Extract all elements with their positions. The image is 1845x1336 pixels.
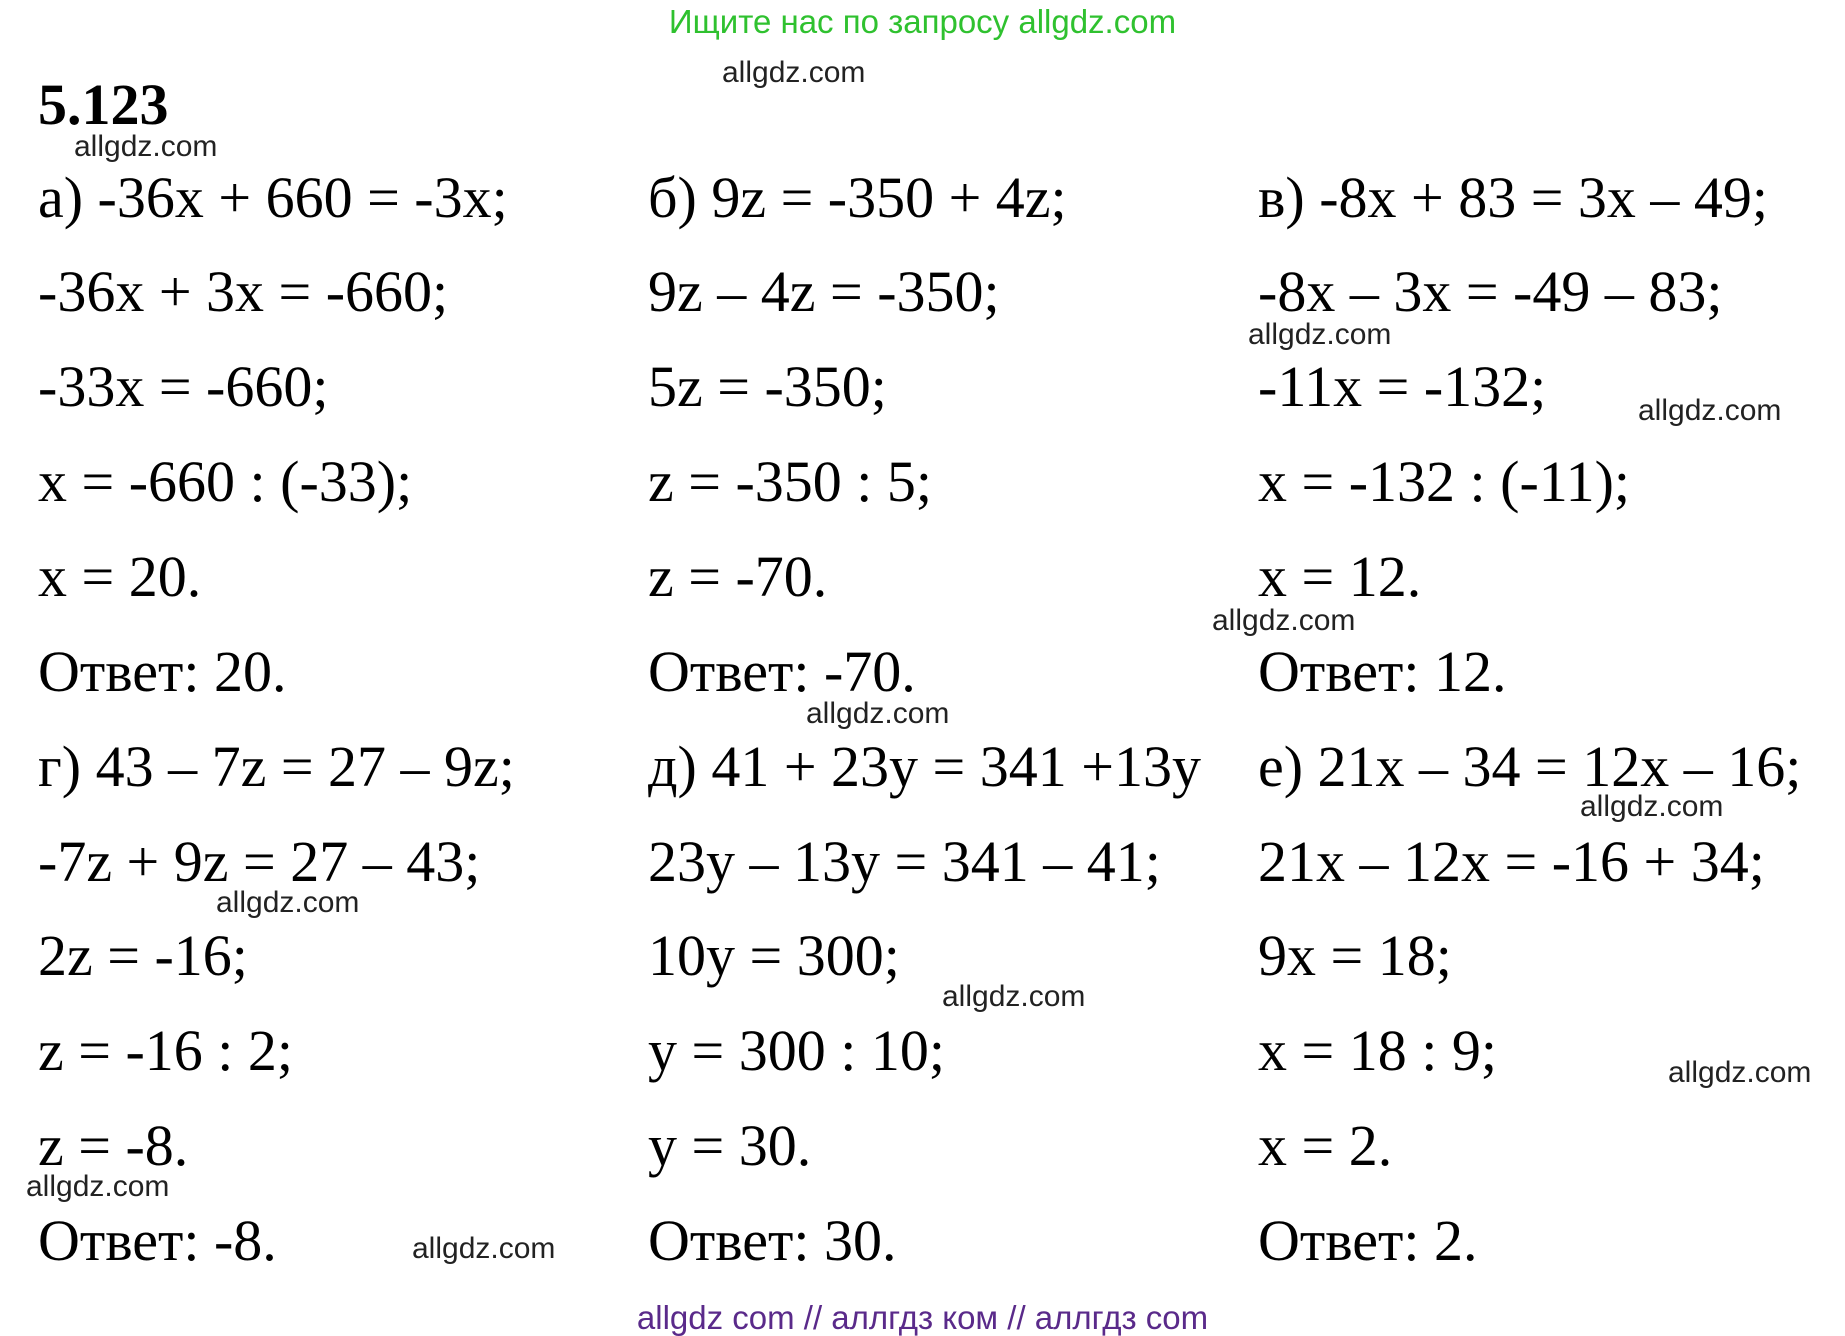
- solution-line: в) -8x + 83 = 3x – 49;: [1258, 165, 1769, 230]
- watermark: allgdz.com: [1638, 394, 1782, 427]
- solution-line: x = -132 : (-11);: [1258, 449, 1631, 514]
- solution-line: z = -350 : 5;: [648, 449, 932, 514]
- solution-line: -33x = -660;: [38, 354, 329, 419]
- watermark: allgdz.com: [1212, 604, 1356, 637]
- footer-links: allgdz com // аллгдз ком // аллгдз com: [636, 1299, 1209, 1336]
- solution-line: x = 18 : 9;: [1258, 1018, 1497, 1083]
- solution-line: x = -660 : (-33);: [38, 449, 413, 514]
- solution-line: а) -36x + 660 = -3x;: [38, 165, 508, 230]
- answer-line: Ответ: 30.: [648, 1208, 897, 1273]
- solution-line: 9z – 4z = -350;: [648, 259, 1000, 324]
- solution-line: 2z = -16;: [38, 923, 248, 988]
- solution-line: y = 30.: [648, 1113, 812, 1178]
- solution-line: 9x = 18;: [1258, 923, 1452, 988]
- watermark: allgdz.com: [942, 980, 1086, 1013]
- solution-line: 5z = -350;: [648, 354, 887, 419]
- solution-line: -36x + 3x = -660;: [38, 259, 449, 324]
- watermark: allgdz.com: [216, 886, 360, 919]
- problem-number: 5.123: [38, 72, 169, 137]
- answer-line: Ответ: -70.: [648, 639, 916, 704]
- solution-line: -8x – 3x = -49 – 83;: [1258, 259, 1723, 324]
- solution-line: -7z + 9z = 27 – 43;: [38, 829, 481, 894]
- solution-line: б) 9z = -350 + 4z;: [648, 165, 1067, 230]
- watermark: allgdz.com: [412, 1232, 556, 1265]
- solution-line: 10y = 300;: [648, 923, 900, 988]
- solution-line: x = 2.: [1258, 1113, 1393, 1178]
- watermark: allgdz.com: [806, 697, 950, 730]
- watermark: allgdz.com: [722, 56, 866, 89]
- solution-line: x = 20.: [38, 544, 202, 609]
- solution-line: г) 43 – 7z = 27 – 9z;: [38, 734, 515, 799]
- answer-line: Ответ: 20.: [38, 639, 287, 704]
- solution-line: д) 41 + 23y = 341 +13y: [648, 734, 1201, 799]
- solution-line: 21x – 12x = -16 + 34;: [1258, 829, 1765, 894]
- watermark: allgdz.com: [1248, 318, 1392, 351]
- watermark: allgdz.com: [1580, 790, 1724, 823]
- solution-line: x = 12.: [1258, 544, 1422, 609]
- watermark: allgdz.com: [26, 1170, 170, 1203]
- solution-line: 23y – 13y = 341 – 41;: [648, 829, 1161, 894]
- watermark: allgdz.com: [1668, 1056, 1812, 1089]
- solution-line: y = 300 : 10;: [648, 1018, 945, 1083]
- answer-line: Ответ: 12.: [1258, 639, 1507, 704]
- solution-line: z = -70.: [648, 544, 828, 609]
- solution-line: z = -8.: [38, 1113, 189, 1178]
- watermark: allgdz.com: [74, 130, 218, 163]
- answer-line: Ответ: -8.: [38, 1208, 277, 1273]
- answer-line: Ответ: 2.: [1258, 1208, 1478, 1273]
- solution-line: -11x = -132;: [1258, 354, 1547, 419]
- promo-banner: Ищите нас по запросу allgdz.com: [668, 3, 1177, 40]
- solution-line: z = -16 : 2;: [38, 1018, 293, 1083]
- solution-line: е) 21x – 34 = 12x – 16;: [1258, 734, 1802, 799]
